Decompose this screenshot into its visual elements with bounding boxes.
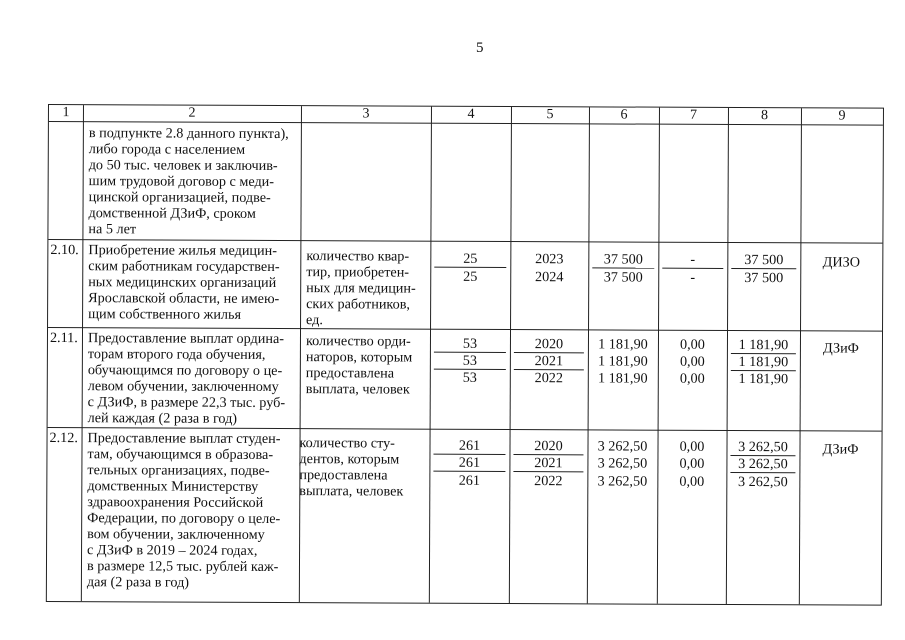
count-value: 53: [462, 335, 478, 352]
header-col-2: 2: [188, 105, 196, 121]
executor-text: ДЗиФ: [822, 441, 859, 458]
total-value: 1 181,90: [598, 353, 648, 370]
measure-text: Предоставление выплат студен- там, обучающимся в образова- тельных организациях, подве- домственных Министерству здравоохранения Российской Федерации, по договору о целе- вом обучении, заключенному с ДЗиФ в 2019 – 2024 годах, в размере 12,5 тыс. рублей каж- дая (2 раза в год): [86, 430, 281, 591]
header-col-9: 9: [838, 108, 846, 124]
federal-value: -: [690, 251, 696, 268]
count-value: 25: [463, 268, 478, 285]
regional-value: 1 181,90: [738, 337, 789, 354]
header-col-4: 4: [467, 106, 475, 122]
header-col-5: 5: [546, 107, 554, 123]
federal-value: -: [690, 269, 696, 286]
regional-value: 37 500: [744, 270, 784, 287]
federal-value: 0,00: [679, 473, 705, 490]
row-number: 2.12.: [49, 430, 78, 447]
federal-value: 0,00: [679, 336, 705, 353]
count-value: 261: [458, 454, 481, 471]
year-value: 2024: [535, 269, 564, 286]
header-col-6: 6: [620, 107, 628, 123]
row-number: 2.11.: [49, 330, 78, 347]
federal-value: 0,00: [679, 370, 705, 387]
regional-value: 3 262,50: [737, 474, 788, 491]
count-value: 261: [458, 437, 481, 454]
total-value: 1 181,90: [597, 370, 648, 387]
year-value: 2020: [534, 336, 564, 353]
row-number: 2.10.: [50, 242, 79, 259]
total-value: 3 262,50: [597, 438, 648, 455]
year-value: 2023: [535, 251, 564, 268]
count-value: 261: [458, 472, 481, 489]
indicator-text: количество квар- тир, приобретен- ных для медицин- ских работников, ед.: [306, 248, 416, 329]
page-number: 5: [476, 40, 484, 56]
count-value: 53: [462, 352, 478, 369]
regional-value: 37 500: [744, 252, 784, 269]
regional-value: 1 181,90: [738, 354, 789, 371]
indicator-text: количество сту- дентов, которым предоставлена выплата, человек: [299, 435, 404, 500]
measures-table: [46, 104, 884, 606]
measure-text: Предоставление выплат ордина- торам второго года обучения, обучающимся по договору о це- левом обучении, заключенному с ДЗиФ, в размере 22,3 тыс. руб- лей каждая (2 раза в год): [87, 330, 286, 427]
year-value: 2021: [534, 455, 563, 472]
total-value: 3 262,50: [597, 455, 648, 472]
header-col-1: 1: [62, 105, 70, 121]
count-value: 53: [462, 369, 477, 386]
col-border: [299, 106, 302, 602]
header-col-7: 7: [689, 107, 697, 123]
year-value: 2022: [534, 370, 564, 387]
regional-value: 3 262,50: [738, 456, 788, 473]
header-col-3: 3: [362, 106, 370, 122]
total-value: 3 262,50: [597, 473, 648, 490]
total-value: 37 500: [603, 269, 643, 286]
indicator-text: количество орди- наторов, которым предоставлена выплата, человек: [305, 333, 413, 398]
regional-value: 1 181,90: [738, 371, 789, 388]
year-value: 2021: [534, 353, 564, 370]
federal-value: 0,00: [679, 455, 705, 472]
year-value: 2022: [534, 473, 563, 490]
year-value: 2020: [534, 438, 563, 455]
federal-value: 0,00: [679, 353, 705, 370]
continuation-measure-text: в подпункте 2.8 данного пункта), либо города с населением до 50 тыс. человек и заключив- шим трудовой договор с меди- цинской организацией, подве- домственной ДЗиФ, сроком на 5 лет: [88, 125, 289, 238]
executor-text: ДЗиФ: [822, 340, 859, 357]
col-border: [81, 105, 84, 601]
count-value: 25: [463, 250, 478, 267]
measure-text: Приобретение жилья медицин- ским работникам государствен- ных медицинских организаций Ярославской области, не имею- щим собственного жилья: [88, 242, 280, 323]
regional-value: 3 262,50: [738, 439, 788, 456]
executor-text: ДИЗО: [822, 254, 860, 271]
header-col-8: 8: [760, 108, 768, 124]
total-value: 37 500: [603, 251, 643, 268]
federal-value: 0,00: [679, 438, 705, 455]
total-value: 1 181,90: [598, 336, 648, 353]
